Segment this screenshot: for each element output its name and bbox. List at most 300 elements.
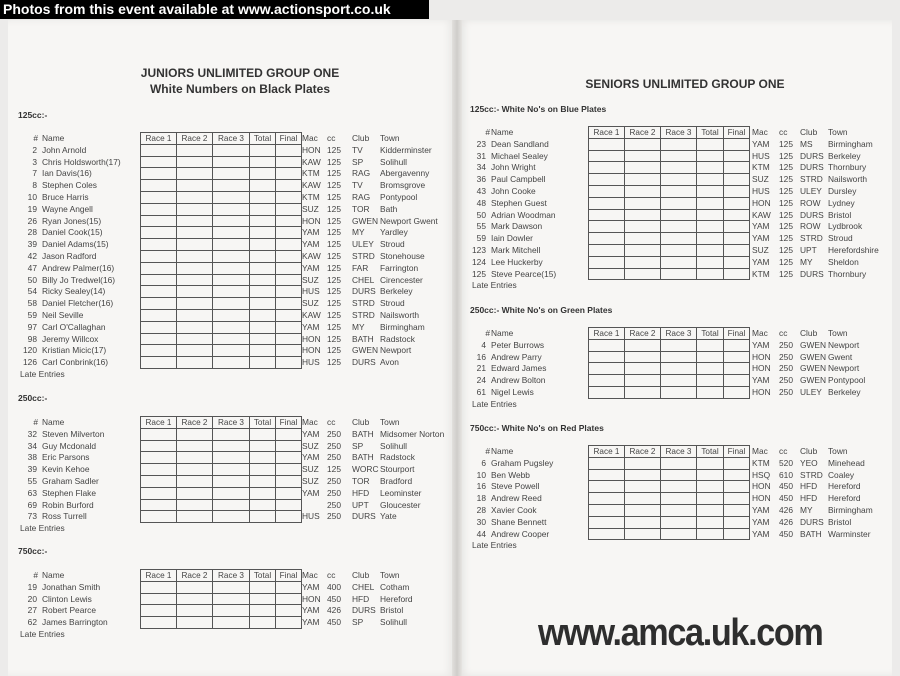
score-cell[interactable]	[589, 469, 625, 481]
score-cell[interactable]	[661, 493, 697, 505]
score-cell[interactable]	[625, 363, 661, 375]
score-cell[interactable]	[625, 481, 661, 493]
rider-cc: 125	[327, 321, 341, 332]
rider-cc: 125	[779, 233, 793, 244]
section-label: 750cc:- White No's on Red Plates	[470, 423, 604, 433]
score-cell[interactable]	[625, 174, 661, 186]
score-cell[interactable]	[625, 339, 661, 351]
rider-town: Solihull	[380, 617, 408, 628]
score-cell[interactable]	[141, 617, 177, 629]
rider-cc: 250	[779, 351, 793, 362]
score-cell[interactable]	[589, 457, 625, 469]
rider-club: STRD	[352, 298, 375, 309]
header-club: Club	[352, 133, 370, 143]
score-cell[interactable]	[661, 162, 697, 174]
results-grid	[588, 126, 750, 280]
score-cell[interactable]	[276, 581, 302, 593]
grid-header-total: Total	[697, 127, 724, 139]
score-cell[interactable]	[724, 244, 750, 256]
score-cell[interactable]	[177, 428, 213, 440]
score-cell[interactable]	[661, 457, 697, 469]
rider-number: 38	[27, 452, 37, 463]
score-cell[interactable]	[589, 386, 625, 398]
rider-machine: HUS	[752, 185, 770, 196]
score-cell[interactable]	[724, 375, 750, 387]
score-cell[interactable]	[589, 363, 625, 375]
rider-machine: YAM	[752, 256, 770, 267]
score-cell[interactable]	[177, 309, 213, 321]
rider-town: Birmingham	[828, 504, 873, 515]
score-cell[interactable]	[697, 185, 724, 197]
score-cell[interactable]	[250, 593, 276, 605]
score-cell[interactable]	[177, 581, 213, 593]
score-cell[interactable]	[589, 268, 625, 280]
score-cell[interactable]	[589, 528, 625, 540]
rider-club: TV	[352, 180, 363, 191]
rider-number: 55	[476, 221, 486, 232]
rider-club: BATH	[352, 452, 374, 463]
rider-town: Hereford	[380, 593, 413, 604]
grid-row	[589, 174, 750, 186]
rider-club: RAG	[352, 168, 371, 179]
score-cell[interactable]	[661, 221, 697, 233]
score-cell[interactable]	[625, 386, 661, 398]
score-cell[interactable]	[276, 309, 302, 321]
rider-club: TV	[352, 144, 363, 155]
score-cell[interactable]	[177, 593, 213, 605]
score-cell[interactable]	[697, 493, 724, 505]
score-cell[interactable]	[661, 481, 697, 493]
rider-machine: SUZ	[302, 298, 319, 309]
score-cell[interactable]	[177, 298, 213, 310]
score-cell[interactable]	[661, 339, 697, 351]
header-mac: Mac	[302, 133, 318, 143]
rider-number: 43	[476, 185, 486, 196]
rider-club: STRD	[800, 174, 823, 185]
rider-machine: HON	[302, 144, 321, 155]
grid-header-total: Total	[250, 417, 276, 429]
score-cell[interactable]	[625, 185, 661, 197]
score-cell[interactable]	[250, 581, 276, 593]
score-cell[interactable]	[697, 174, 724, 186]
score-cell[interactable]	[250, 617, 276, 629]
score-cell[interactable]	[724, 339, 750, 351]
grid-header-total: Total	[697, 328, 724, 340]
score-cell[interactable]	[697, 481, 724, 493]
score-cell[interactable]	[724, 386, 750, 398]
score-cell[interactable]	[697, 150, 724, 162]
score-cell[interactable]	[697, 233, 724, 245]
score-cell[interactable]	[276, 617, 302, 629]
score-cell[interactable]	[589, 493, 625, 505]
score-cell[interactable]	[589, 209, 625, 221]
score-cell[interactable]	[141, 298, 177, 310]
score-cell[interactable]	[589, 150, 625, 162]
grid-row	[589, 162, 750, 174]
section-label: 250cc:- White No's on Green Plates	[470, 305, 613, 315]
rider-machine: YAM	[302, 428, 320, 439]
score-cell[interactable]	[724, 162, 750, 174]
rider-machine: KTM	[752, 457, 770, 468]
score-cell[interactable]	[724, 351, 750, 363]
score-cell[interactable]	[724, 504, 750, 516]
score-cell[interactable]	[661, 209, 697, 221]
rider-name: John Cooke	[491, 185, 536, 196]
rider-machine: KAW	[302, 180, 321, 191]
rider-club: DURS	[800, 516, 824, 527]
score-cell[interactable]	[589, 256, 625, 268]
rider-club: DURS	[800, 150, 824, 161]
score-cell[interactable]	[625, 528, 661, 540]
column-header-row	[0, 417, 900, 429]
grid-row	[589, 256, 750, 268]
rider-club: GWEN	[800, 363, 827, 374]
rider-machine: YAM	[302, 605, 320, 616]
score-cell[interactable]	[213, 309, 250, 321]
score-cell[interactable]	[724, 138, 750, 150]
score-cell[interactable]	[625, 268, 661, 280]
grid-row	[589, 493, 750, 505]
rider-number: 126	[23, 357, 37, 368]
header-cc: cc	[779, 127, 788, 137]
rider-number: 32	[27, 428, 37, 439]
score-cell[interactable]	[724, 221, 750, 233]
rider-town: Yate	[380, 511, 397, 522]
score-cell[interactable]	[625, 469, 661, 481]
rider-number: 19	[27, 581, 37, 592]
grid-header-race-1: Race 1	[141, 133, 177, 145]
rider-number: 16	[476, 481, 486, 492]
rider-name: Carl Conbrink(16)	[42, 357, 109, 368]
score-cell[interactable]	[625, 221, 661, 233]
rider-cc: 125	[779, 256, 793, 267]
rider-name: Jeremy Willcox	[42, 333, 99, 344]
score-cell[interactable]	[589, 185, 625, 197]
score-cell[interactable]	[213, 617, 250, 629]
score-cell[interactable]	[141, 428, 177, 440]
juniors-subtitle: White Numbers on Black Plates	[149, 82, 331, 96]
score-cell[interactable]	[589, 375, 625, 387]
score-cell[interactable]	[589, 197, 625, 209]
score-cell[interactable]	[213, 298, 250, 310]
grid-row	[589, 197, 750, 209]
score-cell[interactable]	[661, 268, 697, 280]
rider-row	[0, 493, 900, 505]
header-town: Town	[828, 328, 848, 338]
score-cell[interactable]	[724, 150, 750, 162]
score-cell[interactable]	[661, 197, 697, 209]
score-cell[interactable]	[276, 428, 302, 440]
score-cell[interactable]	[697, 386, 724, 398]
rider-machine: HSQ	[752, 469, 771, 480]
score-cell[interactable]	[697, 209, 724, 221]
score-cell[interactable]	[250, 428, 276, 440]
grid-header-race-2: Race 2	[625, 446, 661, 458]
grid-header-row	[141, 570, 302, 582]
score-cell[interactable]	[141, 309, 177, 321]
grid-row	[589, 504, 750, 516]
score-cell[interactable]	[724, 185, 750, 197]
rider-number: 16	[476, 351, 486, 362]
score-cell[interactable]	[697, 457, 724, 469]
rider-machine: KAW	[752, 209, 771, 220]
score-cell[interactable]	[661, 233, 697, 245]
score-cell[interactable]	[141, 605, 177, 617]
score-cell[interactable]	[697, 351, 724, 363]
rider-name: Eric Parsons	[42, 452, 90, 463]
score-cell[interactable]	[213, 593, 250, 605]
score-cell[interactable]	[589, 233, 625, 245]
rider-club: GWEN	[352, 345, 379, 356]
score-cell[interactable]	[589, 481, 625, 493]
rider-name: John Arnold	[42, 144, 87, 155]
score-cell[interactable]	[625, 375, 661, 387]
score-cell[interactable]	[589, 504, 625, 516]
score-cell[interactable]	[625, 138, 661, 150]
score-cell[interactable]	[661, 150, 697, 162]
score-cell[interactable]	[697, 375, 724, 387]
header-cc: cc	[327, 417, 336, 427]
grid-row	[141, 286, 302, 298]
rider-machine: HON	[752, 363, 771, 374]
late-entries-label: Late Entries	[472, 280, 517, 291]
rider-row	[0, 162, 900, 174]
rider-town: Newport	[828, 363, 860, 374]
rider-town: Gloucester	[380, 499, 421, 510]
rider-list	[0, 328, 900, 399]
score-cell[interactable]	[177, 617, 213, 629]
rider-cc: 125	[327, 168, 341, 179]
score-cell[interactable]	[661, 185, 697, 197]
score-cell[interactable]	[697, 469, 724, 481]
score-cell[interactable]	[697, 162, 724, 174]
score-cell[interactable]	[213, 605, 250, 617]
grid-header-race-1: Race 1	[141, 570, 177, 582]
rider-number: 48	[476, 197, 486, 208]
header-club: Club	[800, 127, 818, 137]
rider-number: 124	[472, 256, 486, 267]
grid-row	[589, 150, 750, 162]
score-cell[interactable]	[625, 233, 661, 245]
score-cell[interactable]	[589, 244, 625, 256]
rider-machine: HON	[752, 351, 771, 362]
rider-machine: KAW	[302, 250, 321, 261]
rider-name: Andrew Reed	[491, 493, 542, 504]
rider-name: Andrew Cooper	[491, 528, 550, 539]
score-cell[interactable]	[625, 256, 661, 268]
score-cell[interactable]	[589, 351, 625, 363]
rider-name: Shane Bennett	[491, 516, 547, 527]
score-cell[interactable]	[141, 286, 177, 298]
score-cell[interactable]	[213, 581, 250, 593]
rider-machine: KTM	[752, 268, 770, 279]
rider-machine: SUZ	[302, 464, 319, 475]
header-mac: Mac	[752, 446, 768, 456]
rider-number: 4	[481, 339, 486, 350]
column-header-row	[0, 328, 900, 340]
score-cell[interactable]	[625, 162, 661, 174]
score-cell[interactable]	[724, 516, 750, 528]
rider-number: 10	[476, 469, 486, 480]
rider-club: SP	[352, 617, 364, 628]
grid-row	[141, 605, 302, 617]
rider-club: TOR	[352, 203, 370, 214]
score-cell[interactable]	[589, 221, 625, 233]
score-cell[interactable]	[724, 268, 750, 280]
score-cell[interactable]	[661, 386, 697, 398]
score-cell[interactable]	[661, 516, 697, 528]
rider-number: 59	[476, 233, 486, 244]
rider-cc: 450	[779, 481, 793, 492]
score-cell[interactable]	[724, 493, 750, 505]
rider-number: 42	[27, 250, 37, 261]
score-cell[interactable]	[625, 504, 661, 516]
photo-banner: Photos from this event available at www.actionsport.co.uk	[0, 0, 429, 19]
rider-number: 50	[476, 209, 486, 220]
score-cell[interactable]	[697, 528, 724, 540]
rider-town: Bristol	[828, 209, 852, 220]
rider-club: HFD	[800, 481, 818, 492]
score-cell[interactable]	[250, 309, 276, 321]
score-cell[interactable]	[724, 457, 750, 469]
rider-cc: 426	[779, 504, 793, 515]
score-cell[interactable]	[250, 605, 276, 617]
score-cell[interactable]	[625, 209, 661, 221]
rider-cc: 125	[327, 286, 341, 297]
score-cell[interactable]	[276, 593, 302, 605]
rider-town: Newport	[380, 345, 412, 356]
score-cell[interactable]	[661, 375, 697, 387]
rider-name: Steven Milverton	[42, 428, 105, 439]
rider-cc: 125	[327, 345, 341, 356]
rider-club: HFD	[800, 493, 818, 504]
rider-club: DURS	[352, 357, 376, 368]
score-cell[interactable]	[625, 244, 661, 256]
rider-name: Andrew Palmer(16)	[42, 262, 115, 273]
rider-cc: 125	[779, 185, 793, 196]
rider-number: 50	[27, 274, 37, 285]
score-cell[interactable]	[724, 363, 750, 375]
rider-club: STRD	[800, 469, 823, 480]
score-cell[interactable]	[625, 351, 661, 363]
score-cell[interactable]	[213, 428, 250, 440]
score-cell[interactable]	[724, 197, 750, 209]
score-cell[interactable]	[589, 174, 625, 186]
score-cell[interactable]	[625, 493, 661, 505]
score-cell[interactable]	[250, 298, 276, 310]
score-cell[interactable]	[697, 339, 724, 351]
rider-cc: 125	[327, 203, 341, 214]
score-cell[interactable]	[661, 351, 697, 363]
header-mac: Mac	[752, 328, 768, 338]
score-cell[interactable]	[276, 286, 302, 298]
grid-row	[141, 309, 302, 321]
score-cell[interactable]	[697, 244, 724, 256]
score-cell[interactable]	[697, 197, 724, 209]
score-cell[interactable]	[661, 174, 697, 186]
rider-town: Bromsgrove	[380, 180, 426, 191]
score-cell[interactable]	[661, 138, 697, 150]
rider-cc: 125	[327, 227, 341, 238]
score-cell[interactable]	[625, 197, 661, 209]
score-cell[interactable]	[276, 605, 302, 617]
score-cell[interactable]	[276, 298, 302, 310]
score-cell[interactable]	[724, 209, 750, 221]
score-cell[interactable]	[625, 150, 661, 162]
column-header-row	[0, 127, 900, 139]
score-cell[interactable]	[697, 221, 724, 233]
score-cell[interactable]	[697, 256, 724, 268]
score-cell[interactable]	[661, 256, 697, 268]
score-cell[interactable]	[661, 469, 697, 481]
rider-club: GWEN	[352, 215, 379, 226]
rider-name: Michael Sealey	[491, 150, 548, 161]
grid-header-race-2: Race 2	[625, 328, 661, 340]
score-cell[interactable]	[625, 457, 661, 469]
rider-number: 23	[476, 138, 486, 149]
score-cell[interactable]	[589, 162, 625, 174]
rider-club: ULEY	[800, 185, 822, 196]
score-cell[interactable]	[589, 138, 625, 150]
rider-cc: 125	[779, 221, 793, 232]
score-cell[interactable]	[724, 256, 750, 268]
rider-club: BATH	[800, 528, 822, 539]
score-cell[interactable]	[141, 581, 177, 593]
score-cell[interactable]	[177, 605, 213, 617]
rider-town: Radstock	[380, 333, 415, 344]
score-cell[interactable]	[661, 528, 697, 540]
score-cell[interactable]	[697, 363, 724, 375]
score-cell[interactable]	[697, 138, 724, 150]
rider-town: Cotham	[380, 581, 410, 592]
score-cell[interactable]	[724, 481, 750, 493]
grid-header-final: Final	[276, 570, 302, 582]
score-cell[interactable]	[661, 244, 697, 256]
score-cell[interactable]	[697, 516, 724, 528]
score-cell[interactable]	[661, 363, 697, 375]
rider-town: Berkeley	[828, 150, 861, 161]
score-cell[interactable]	[625, 516, 661, 528]
score-cell[interactable]	[724, 469, 750, 481]
score-cell[interactable]	[250, 286, 276, 298]
score-cell[interactable]	[661, 504, 697, 516]
score-cell[interactable]	[213, 286, 250, 298]
score-cell[interactable]	[724, 174, 750, 186]
rider-row	[0, 221, 900, 233]
score-cell[interactable]	[697, 268, 724, 280]
rider-club: BATH	[352, 428, 374, 439]
grid-row	[589, 375, 750, 387]
score-cell[interactable]	[589, 516, 625, 528]
score-cell[interactable]	[697, 504, 724, 516]
rider-town: Abergavenny	[380, 168, 430, 179]
score-cell[interactable]	[177, 286, 213, 298]
rider-number: 61	[476, 386, 486, 397]
rider-club: TOR	[352, 475, 370, 486]
rider-cc: 125	[779, 209, 793, 220]
rider-town: Newport	[828, 339, 860, 350]
grid-header-race-2: Race 2	[177, 133, 213, 145]
rider-cc: 125	[327, 262, 341, 273]
score-cell[interactable]	[141, 593, 177, 605]
score-cell[interactable]	[589, 339, 625, 351]
rider-machine: YAM	[302, 617, 320, 628]
rider-number: 55	[27, 475, 37, 486]
rider-club: WORC	[352, 464, 379, 475]
score-cell[interactable]	[724, 528, 750, 540]
score-cell[interactable]	[724, 233, 750, 245]
rider-town: Minehead	[828, 457, 865, 468]
